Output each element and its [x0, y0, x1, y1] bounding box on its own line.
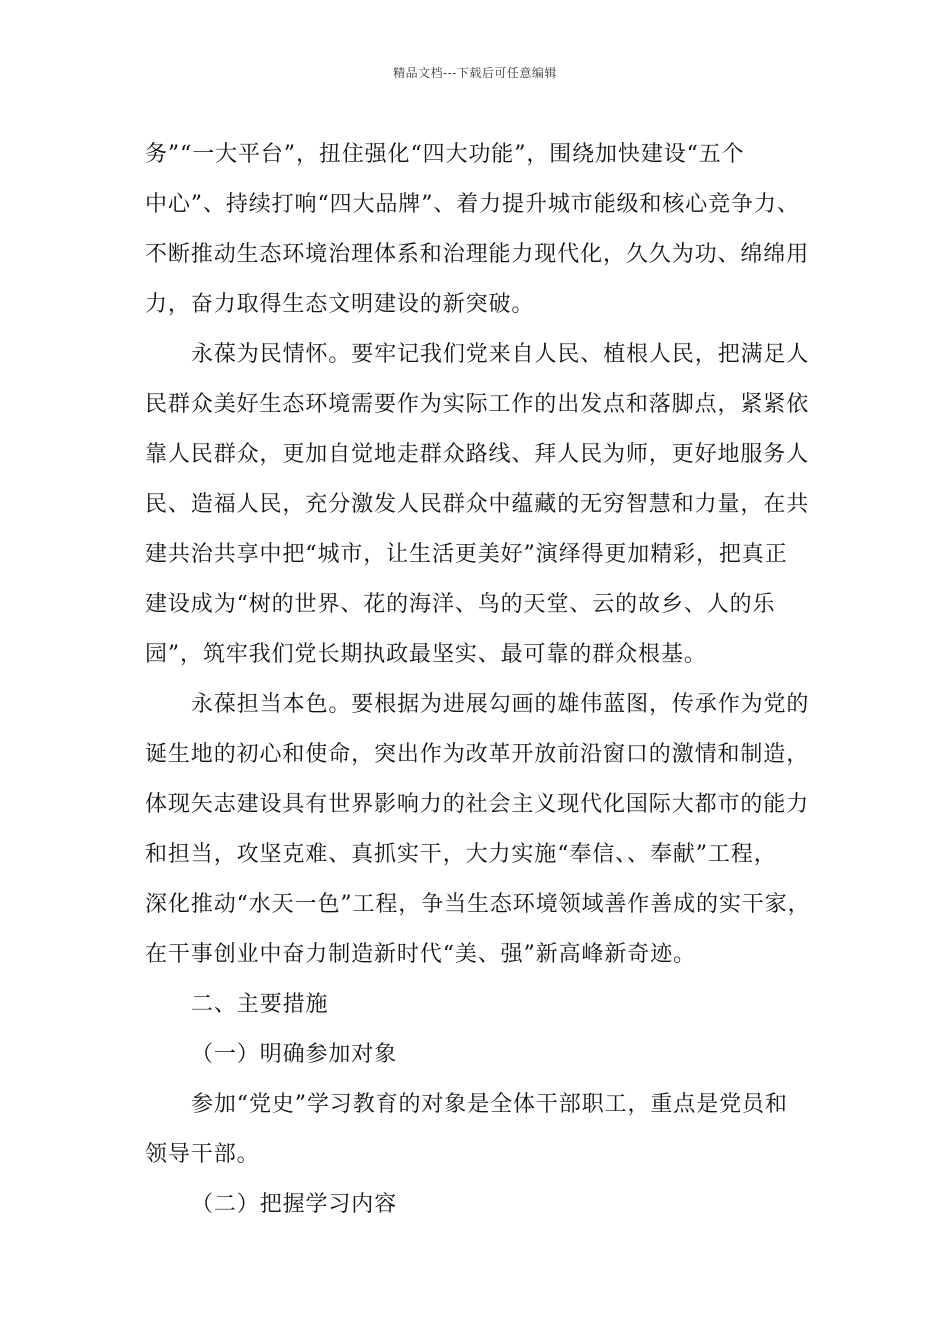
text-line: 体现矢志建设具有世界影响力的社会主义现代化国际大都市的能力 [145, 792, 810, 817]
text-line: 不断推动生态环境治理体系和治理能力现代化，久久为功、绵绵用 [145, 242, 810, 267]
text-line: 和担当，攻坚克难、真抓实干，大力实施“奉信、、奉献”工程， [145, 842, 777, 867]
text-line: 在干事创业中奋力制造新时代“美、强”新高峰新奇迹。 [145, 942, 696, 967]
page-header: 精品文档---下载后可任意编辑 [393, 66, 557, 80]
text-line: 务”“一大平台”，扭住强化“四大功能”，围绕加快建设“五个 [145, 142, 745, 167]
text-line: 园”，筑牢我们党长期执政最坚实、最可靠的群众根基。 [145, 642, 707, 667]
text-line: 建共治共享中把“城市，让生活更美好”演绎得更加精彩，把真正 [145, 542, 788, 567]
subsection-heading: （二）把握学习内容 [191, 1192, 398, 1217]
text-line: 靠人民群众，更加自觉地走群众路线、拜人民为师，更好地服务人 [145, 442, 810, 467]
paragraph-start: 永葆为民情怀。要牢记我们党来自人民、植根人民，把满足人 [191, 342, 810, 367]
text-line: 中心”、持续打响“四大品牌”、着力提升城市能级和核心竞争力、 [145, 192, 800, 217]
paragraph-start: 参加“党史”学习教育的对象是全体干部职工，重点是党员和 [191, 1092, 788, 1117]
subsection-heading: （一）明确参加对象 [191, 1042, 398, 1067]
text-line: 民、造福人民，充分激发人民群众中蕴藏的无穷智慧和力量，在共 [145, 492, 810, 517]
text-line: 民群众美好生态环境需要作为实际工作的出发点和落脚点，紧紧依 [145, 392, 810, 417]
section-heading: 二、主要措施 [191, 992, 329, 1017]
text-line: 诞生地的初心和使命，突出作为改革开放前沿窗口的激情和制造， [145, 742, 810, 767]
document-body [145, 130, 825, 1230]
paragraph-start: 永葆担当本色。要根据为进展勾画的雄伟蓝图，传承作为党的 [191, 692, 810, 717]
text-line: 领导干部。 [145, 1142, 260, 1167]
text-line: 深化推动“水天一色”工程，争当生态环境领域善作善成的实干家， [145, 892, 811, 917]
text-line: 建设成为“树的世界、花的海洋、鸟的天堂、云的故乡、人的乐 [145, 592, 776, 617]
text-line: 力，奋力取得生态文明建设的新突破。 [145, 292, 535, 317]
